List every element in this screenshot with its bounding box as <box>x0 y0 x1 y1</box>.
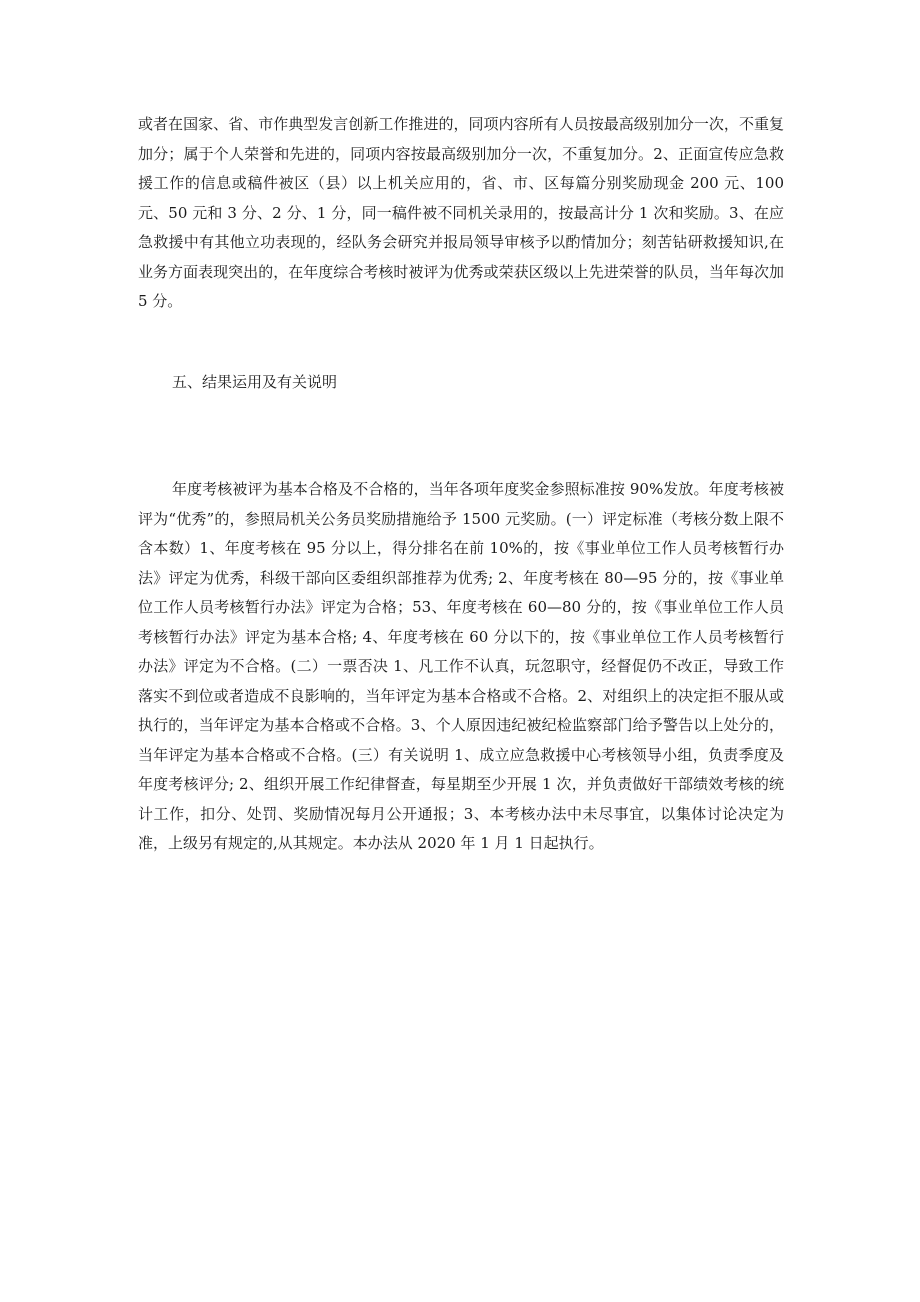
body-paragraph-results: 年度考核被评为基本合格及不合格的，当年各项年度奖金参照标准按 90%发放。年度考核被评为“优秀”的，参照局机关公务员奖励措施给予 1500 元奖励。(一）评定标准（考核分数上限不含本数）1、年度考核在 95 分以上，得分排名在前 10%的，按《事业单位工作人员考核暂行办法》评定为优秀，科级干部向区委组织部推荐为优秀; 2、年度考核在 80—95 分的，按《事业单位工作人员考核暂行办法》评定为合格；53、年度考核在 60—80 分的，按《事业单位工作人员考核暂行办法》评定为基本合格; 4、年度考核在 60 分以下的，按《事业单位工作人员考核暂行办法》评定为不合格。(二）一票否决 1、凡工作不认真，玩忽职守，经督促仍不改正，导致工作落实不到位或者造成不良影响的，当年评定为基本合格或不合格。2、对组织上的决定拒不服从或执行的，当年评定为基本合格或不合格。3、个人原因违纪被纪检监察部门给予警告以上处分的，当年评定为基本合格或不合格。(三）有关说明 1、成立应急救援中心考核领导小组，负责季度及年度考核评分; 2、组织开展工作纪律督查，每星期至少开展 1 次，并负责做好干部绩效考核的统计工作，扣分、处罚、奖励情况每月公开通报；3、本考核办法中未尽事宜，以集体讨论决定为准，上级另有规定的,从其规定。本办法从 2020 年 1 月 1 日起执行。 <box>138 480 784 852</box>
section-heading: 五、结果运用及有关说明 <box>172 373 338 391</box>
body-paragraph-bonus-points: 或者在国家、省、市作典型发言创新工作推进的，同项内容所有人员按最高级别加分一次，不重复加分；属于个人荣誉和先进的，同项内容按最高级别加分一次，不重复加分。2、正面宣传应急救援工作的信息或稿件被区（县）以上机关应用的，省、市、区每篇分别奖励现金 200 元、100 元、50 元和 3 分、2 分、1 分，同一稿件被不同机关录用的，按最高计分 1 次和奖励。3、在应急救援中有其他立功表现的，经队务会研究并报局领导审核予以酌情加分；刻苦钻研救援知识,在业务方面表现突出的，在年度综合考核时被评为优秀或荣获区级以上先进荣誉的队员，当年每次加 5 分。 <box>138 115 784 310</box>
